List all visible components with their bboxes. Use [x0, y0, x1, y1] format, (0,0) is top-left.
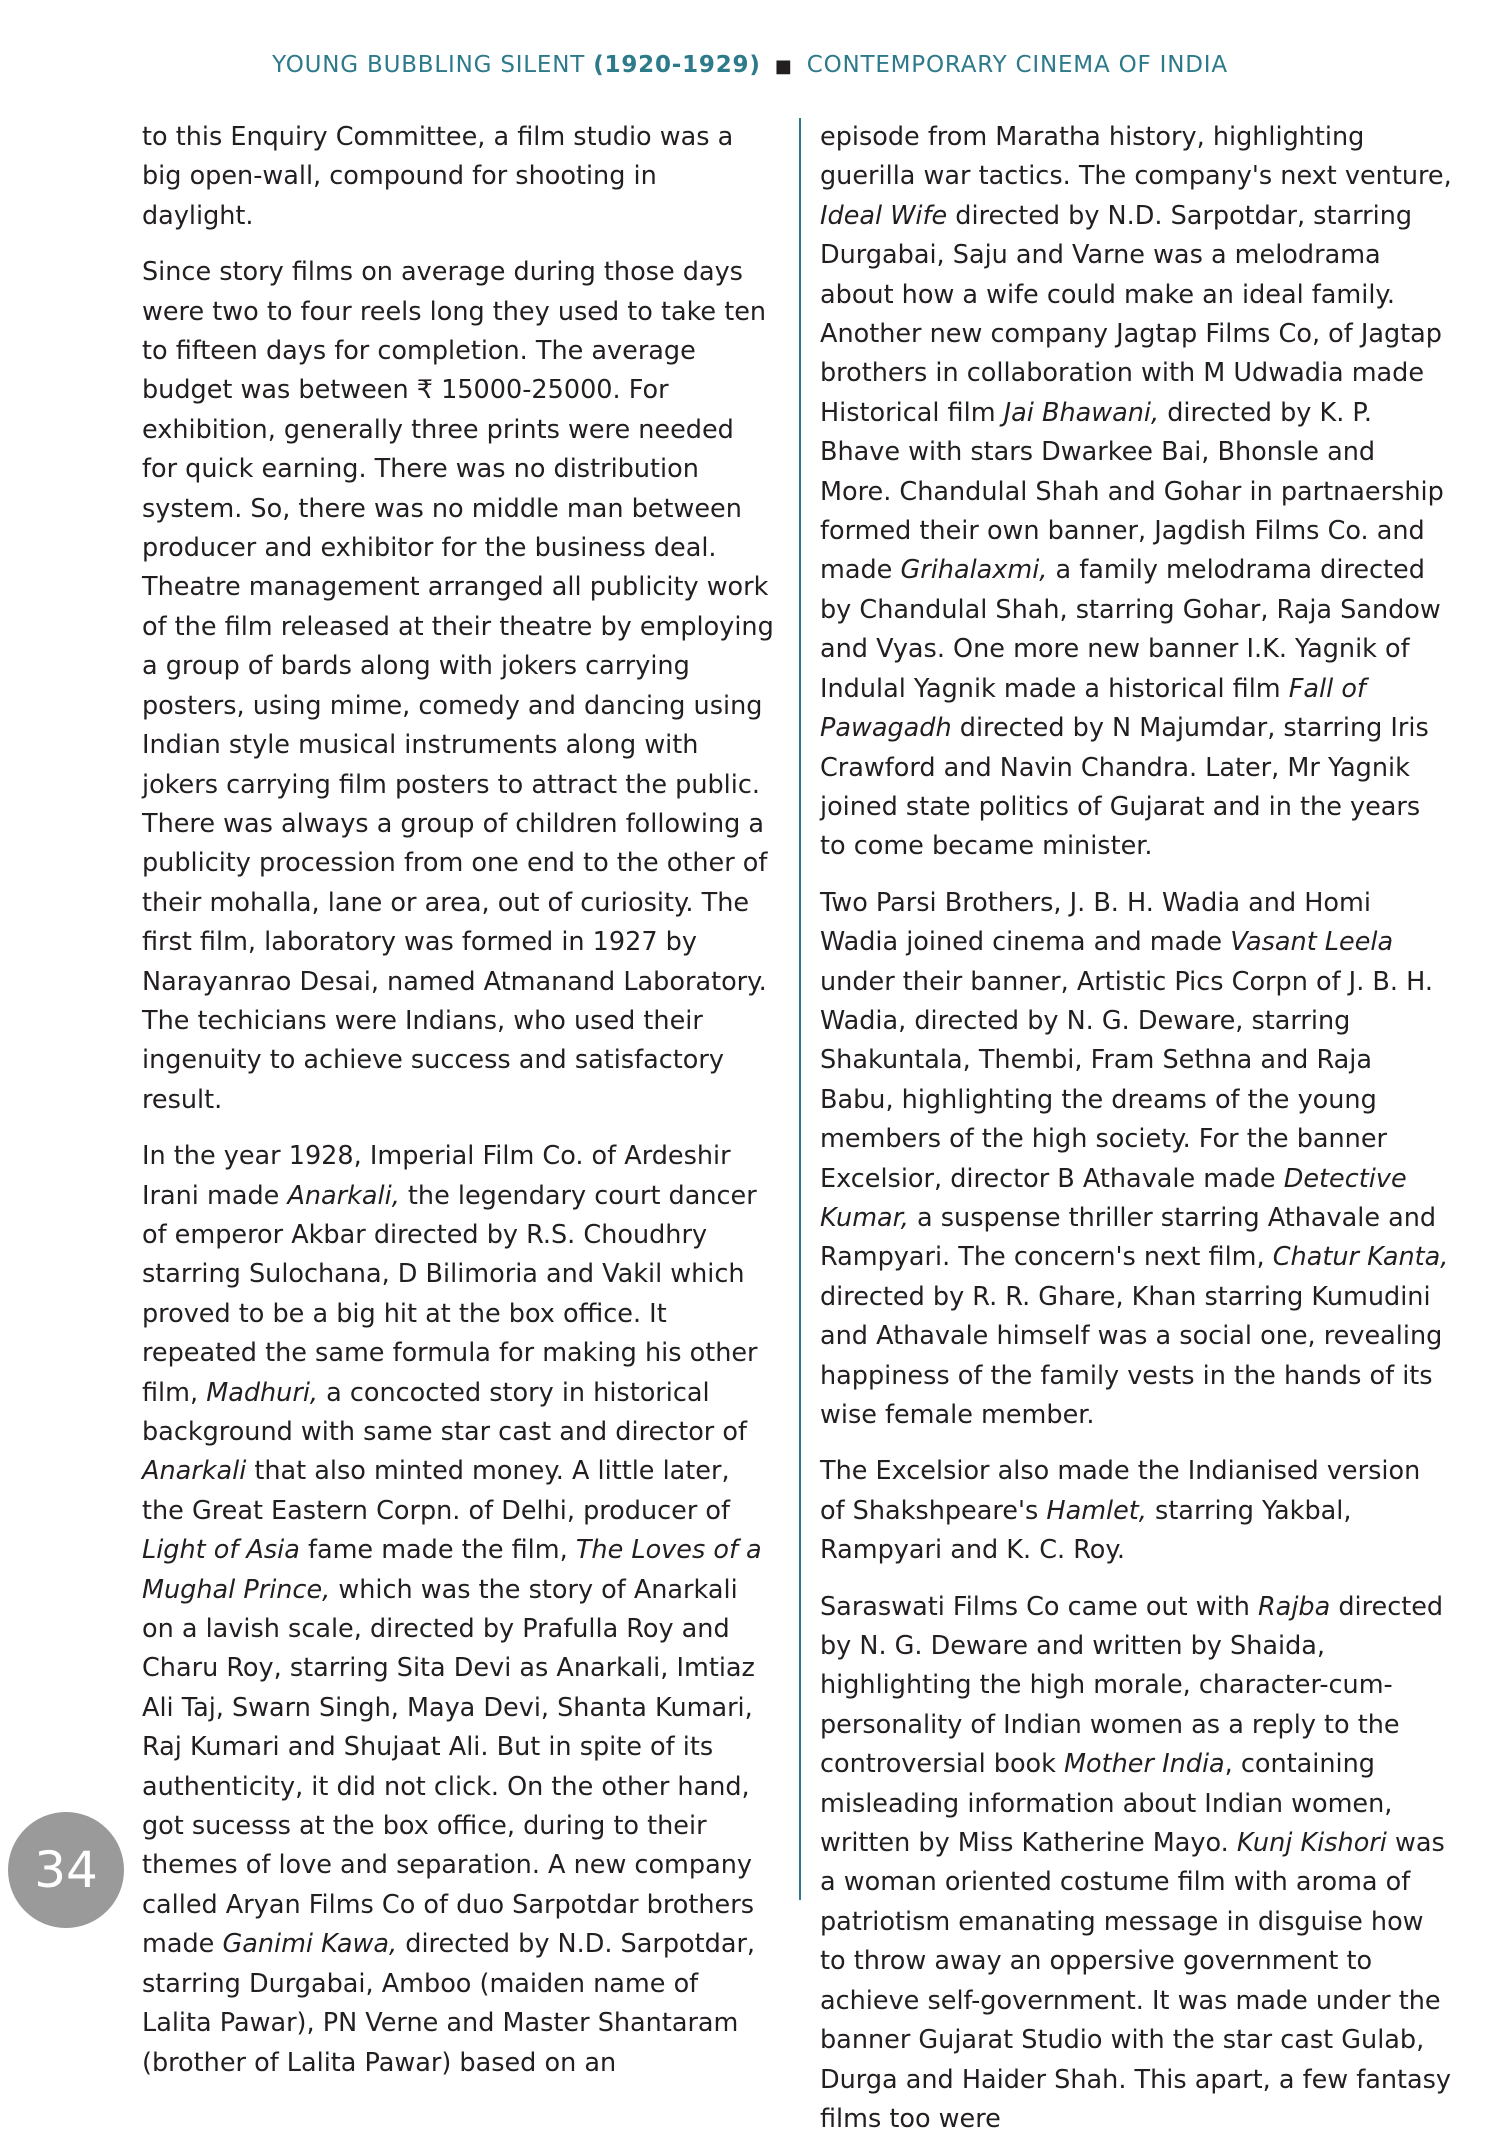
body-text: directed by N. G. Deware and written by Shaida, highlighting the high morale, character-cum-personality of Indian women as a reply to the controversial book — [820, 1591, 1444, 1780]
body-text: under their banner, Artistic Pics Corpn of J. B. H. Wadia, directed by N. G. Deware, starring Shakuntala, Thembi, Fram Sethna and Raja Babu, highlighting the dreams of the young members of the high society. For the banner Excelsior, director B Athavale made — [820, 966, 1433, 1194]
text-column-left — [142, 118, 774, 2100]
italic-title-text: Grihalaxmi, — [900, 555, 1048, 586]
header-book-part: YOUNG BUBBLING SILENT — [272, 52, 586, 78]
body-text: Since story films on average during those days were two to four reels long they used to take ten to fifteen days for completion. The average budget was between ₹ 15000-25000. For exhibition, generally three prints were needed for quick earning. There was no distribution system. So, there was no middle man between producer and exhibitor for the business deal. Theatre management arranged all publicity work of the film released at their theatre by employing a group of bards along with jokers carrying posters, using mime, comedy and dancing using Indian style musical instruments along with jokers carrying film posters to attract the public. There was always a group of children following a publicity procession from one end to the other of their mohalla, lane or area, out of curiosity. The first film, laboratory was formed in 1927 by Narayanrao Desai, named Atmanand Laboratory. The techicians were Indians, who used their ingenuity to achieve success and satisfactory result. — [142, 257, 774, 1115]
italic-title-text: Rajba — [1257, 1591, 1331, 1622]
italic-title-text: The Loves of a Mughal Prince, — [142, 1535, 762, 1605]
text-column-right — [820, 118, 1452, 2156]
body-text: episode from Maratha history, highlighting guerilla war tactics. The company's next venture, — [820, 122, 1452, 192]
paragraph — [820, 884, 1452, 1436]
italic-title-text: Anarkali, — [287, 1180, 400, 1211]
header-years: (1920-1929) — [593, 52, 761, 78]
body-text: starring Yakbal, Rampyari and K. C. Roy. — [820, 1495, 1352, 1566]
italic-title-text: Jai Bhawani, — [1003, 397, 1160, 428]
body-text: which was the story of Anarkali on a lavish scale, directed by Prafulla Roy and Charu Roy, starring Sita Devi as Anarkali, Imtiaz Ali Taj, Swarn Singh, Maya Devi, Shanta Kumari, Raj Kumari and Shujaat Ali. But in spite of its authenticity, it did not click. On the other hand, got sucesss at the box office, during to their themes of love and separation. A new company called Aryan Films Co of duo Sarpotdar brothers made — [142, 1574, 755, 1960]
page-number: 34 — [34, 1841, 98, 1899]
body-text: directed by N Majumdar, starring Iris Crawford and Navin Chandra. Later, Mr Yagnik joined state politics of Gujarat and in the years to come became minister. — [820, 713, 1429, 862]
italic-title-text: Hamlet, — [1046, 1495, 1147, 1526]
italic-title-text: Light of Asia — [142, 1535, 300, 1566]
italic-title-text: Mother India — [1064, 1749, 1225, 1780]
column-divider — [799, 118, 801, 1900]
italic-title-text: Ideal Wife — [820, 200, 948, 231]
body-text: a family melodrama directed by Chandulal Shah, starring Gohar, Raja Sandow and Vyas. One more new banner I.K. Yagnik of Indulal Yagnik made a historical film — [820, 555, 1441, 704]
body-text: was a woman oriented costume film with aroma of patriotism emanating message in disguise how to throw away an oppersive government to achieve self-government. It was made under the banner Gujarat Studio with the star cast Gulab, Durga and Haider Shah. This apart, a few fantasy films too were — [820, 1828, 1452, 2134]
body-text: Two Parsi Brothers, J. B. H. Wadia and Homi Wadia joined cinema and made — [820, 887, 1371, 958]
body-text: a concocted story in historical background with same star cast and director of — [142, 1377, 747, 1447]
paragraph — [142, 118, 774, 236]
paragraph — [820, 1452, 1452, 1570]
body-text: directed by N.D. Sarpotdar, starring Durgabai, Amboo (maiden name of Lalita Pawar), PN Verne and Master Shantaram (brother of Lalita Pawar) based on an — [142, 1929, 756, 2078]
header-book-title: CONTEMPORARY CINEMA OF INDIA — [806, 52, 1228, 78]
body-text: directed by K. P. Bhave with stars Dwarkee Bai, Bhonsle and More. Chandulal Shah and Gohar in partnaership formed their own banner, Jagdish Films Co. and made — [820, 397, 1444, 586]
body-text: to this Enquiry Committee, a film studio was a big open-wall, compound for shooting in daylight. — [142, 122, 734, 231]
body-text: the legendary court dancer of emperor Akbar directed by R.S. Choudhry starring Sulochana, D Bilimoria and Vakil which proved to be a big hit at the box office. It repeated the same formula for making his other film, — [142, 1180, 758, 1408]
body-text: a suspense thriller starring Athavale and Rampyari. The concern's next film, — [820, 1202, 1437, 1273]
body-text: The Excelsior also made the Indianised version of Shakshpeare's — [820, 1456, 1421, 1526]
paragraph — [142, 253, 774, 1120]
body-text: directed by R. R. Ghare, Khan starring Kumudini and Athavale himself was a social one, revealing happiness of the family vests in the hands of its wise female member. — [820, 1281, 1443, 1430]
italic-title-text: Fall of Pawagadh — [820, 673, 1366, 744]
italic-title-text: Detective Kumar, — [820, 1163, 1407, 1233]
body-text: In the year 1928, Imperial Film Co. of Ardeshir Irani made — [142, 1141, 731, 1211]
body-text: Saraswati Films Co came out with — [820, 1591, 1258, 1622]
paragraph — [820, 118, 1452, 867]
body-text: directed by N.D. Sarpotdar, starring Durgabai, Saju and Varne was a melodrama about how a wife could make an ideal family. Another new company Jagtap Films Co, of Jagtap brothers in collaboration with M Udwadia made Historical film — [820, 200, 1442, 428]
body-text: that also minted money. A little later, the Great Eastern Corpn. of Delhi, producer of — [142, 1456, 731, 1526]
paragraph — [820, 1588, 1452, 2140]
italic-title-text: Madhuri, — [206, 1377, 319, 1408]
italic-title-text: Kunj Kishori — [1236, 1828, 1387, 1859]
italic-title-text: Ganimi Kawa, — [222, 1929, 398, 1960]
body-text: fame made the film, — [299, 1535, 576, 1566]
italic-title-text: Chatur Kanta, — [1272, 1242, 1449, 1273]
page-number-badge — [8, 1812, 124, 1928]
italic-title-text: Anarkali — [142, 1456, 247, 1487]
paragraph — [142, 1137, 774, 2083]
header-separator-icon: ■ — [774, 56, 793, 77]
italic-title-text: Vasant Leela — [1230, 927, 1394, 958]
body-text: , containing misleading information about Indian women, written by Miss Katherine Mayo. — [820, 1749, 1393, 1859]
running-header — [0, 52, 1500, 78]
